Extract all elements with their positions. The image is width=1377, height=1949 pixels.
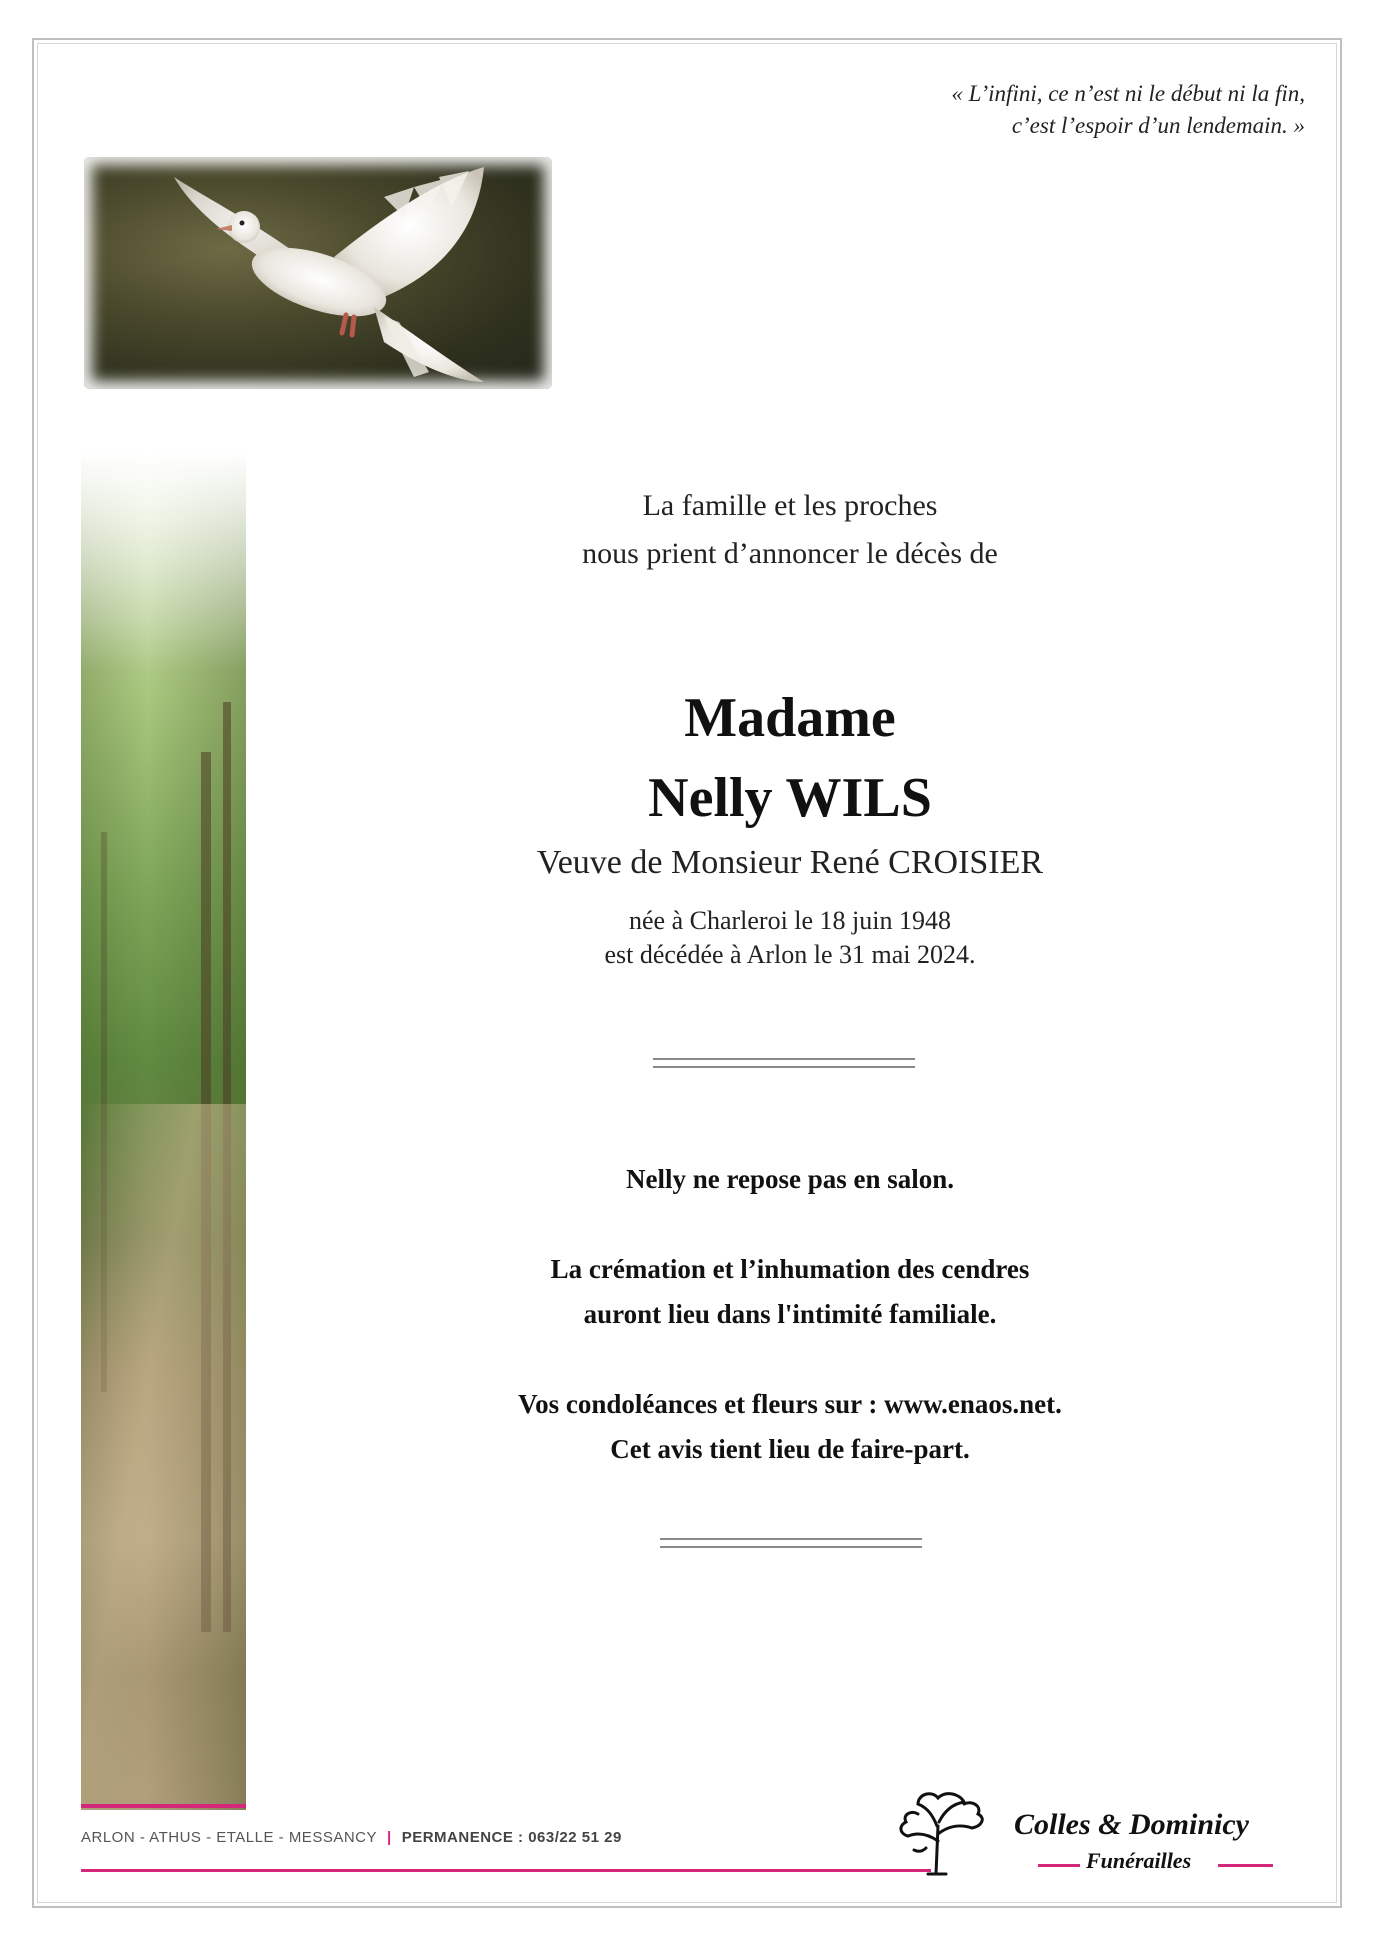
widow-of: Veuve de Monsieur René CROISIER — [536, 844, 1044, 881]
epigraph-quote — [605, 78, 1305, 142]
tree-logo-icon — [888, 1786, 998, 1878]
logo-name: Colles & Dominicy — [1014, 1808, 1249, 1841]
forest-path-photo — [81, 452, 246, 1810]
life-dates — [330, 904, 1250, 972]
divider-bottom — [660, 1538, 922, 1548]
funeral-notice — [330, 1157, 1250, 1472]
announcement-intro — [330, 482, 1250, 578]
funeral-home-logo — [888, 1786, 1288, 1878]
dove-photo — [84, 157, 552, 389]
logo-subtitle: Funérailles — [1086, 1848, 1192, 1873]
quote-line-2: c’est l’espoir d’un lendemain. » — [1011, 113, 1305, 138]
footer-separator: | — [387, 1829, 392, 1846]
footer-accent-line — [81, 1869, 931, 1872]
deceased-name-block — [330, 678, 1250, 838]
notice-line-2: La crémation et l’inhumation des cendres — [550, 1254, 1030, 1284]
footer-permanence: PERMANENCE : 063/22 51 29 — [401, 1829, 622, 1846]
intro-line-1: La famille et les proches — [642, 489, 938, 522]
notice-line-1: Nelly ne repose pas en salon. — [625, 1164, 955, 1194]
honorific: Madame — [684, 687, 896, 749]
quote-line-1: « L’infini, ce n’est ni le début ni la fin, — [951, 81, 1305, 106]
notice-line-3: auront lieu dans l'intimité familiale. — [583, 1299, 997, 1329]
logo-line-right — [1218, 1864, 1273, 1867]
intro-line-2: nous prient d’annoncer le décès de — [582, 537, 998, 570]
birth-line: née à Charleroi le 18 juin 1948 — [628, 906, 952, 935]
footer-locations: ARLON - ATHUS - ETALLE - MESSANCY — [81, 1829, 377, 1846]
notice-line-4: Vos condoléances et fleurs sur : www.enaos.net. — [518, 1389, 1062, 1419]
death-line: est décédée à Arlon le 31 mai 2024. — [604, 940, 976, 969]
deceased-name: Nelly WILS — [648, 767, 932, 829]
footer-contact — [81, 1829, 622, 1846]
logo-line-left — [1038, 1864, 1080, 1867]
notice-line-5: Cet avis tient lieu de faire-part. — [610, 1434, 970, 1464]
accent-bar — [81, 1804, 246, 1808]
dove-icon — [84, 157, 552, 389]
divider-top — [653, 1058, 915, 1068]
